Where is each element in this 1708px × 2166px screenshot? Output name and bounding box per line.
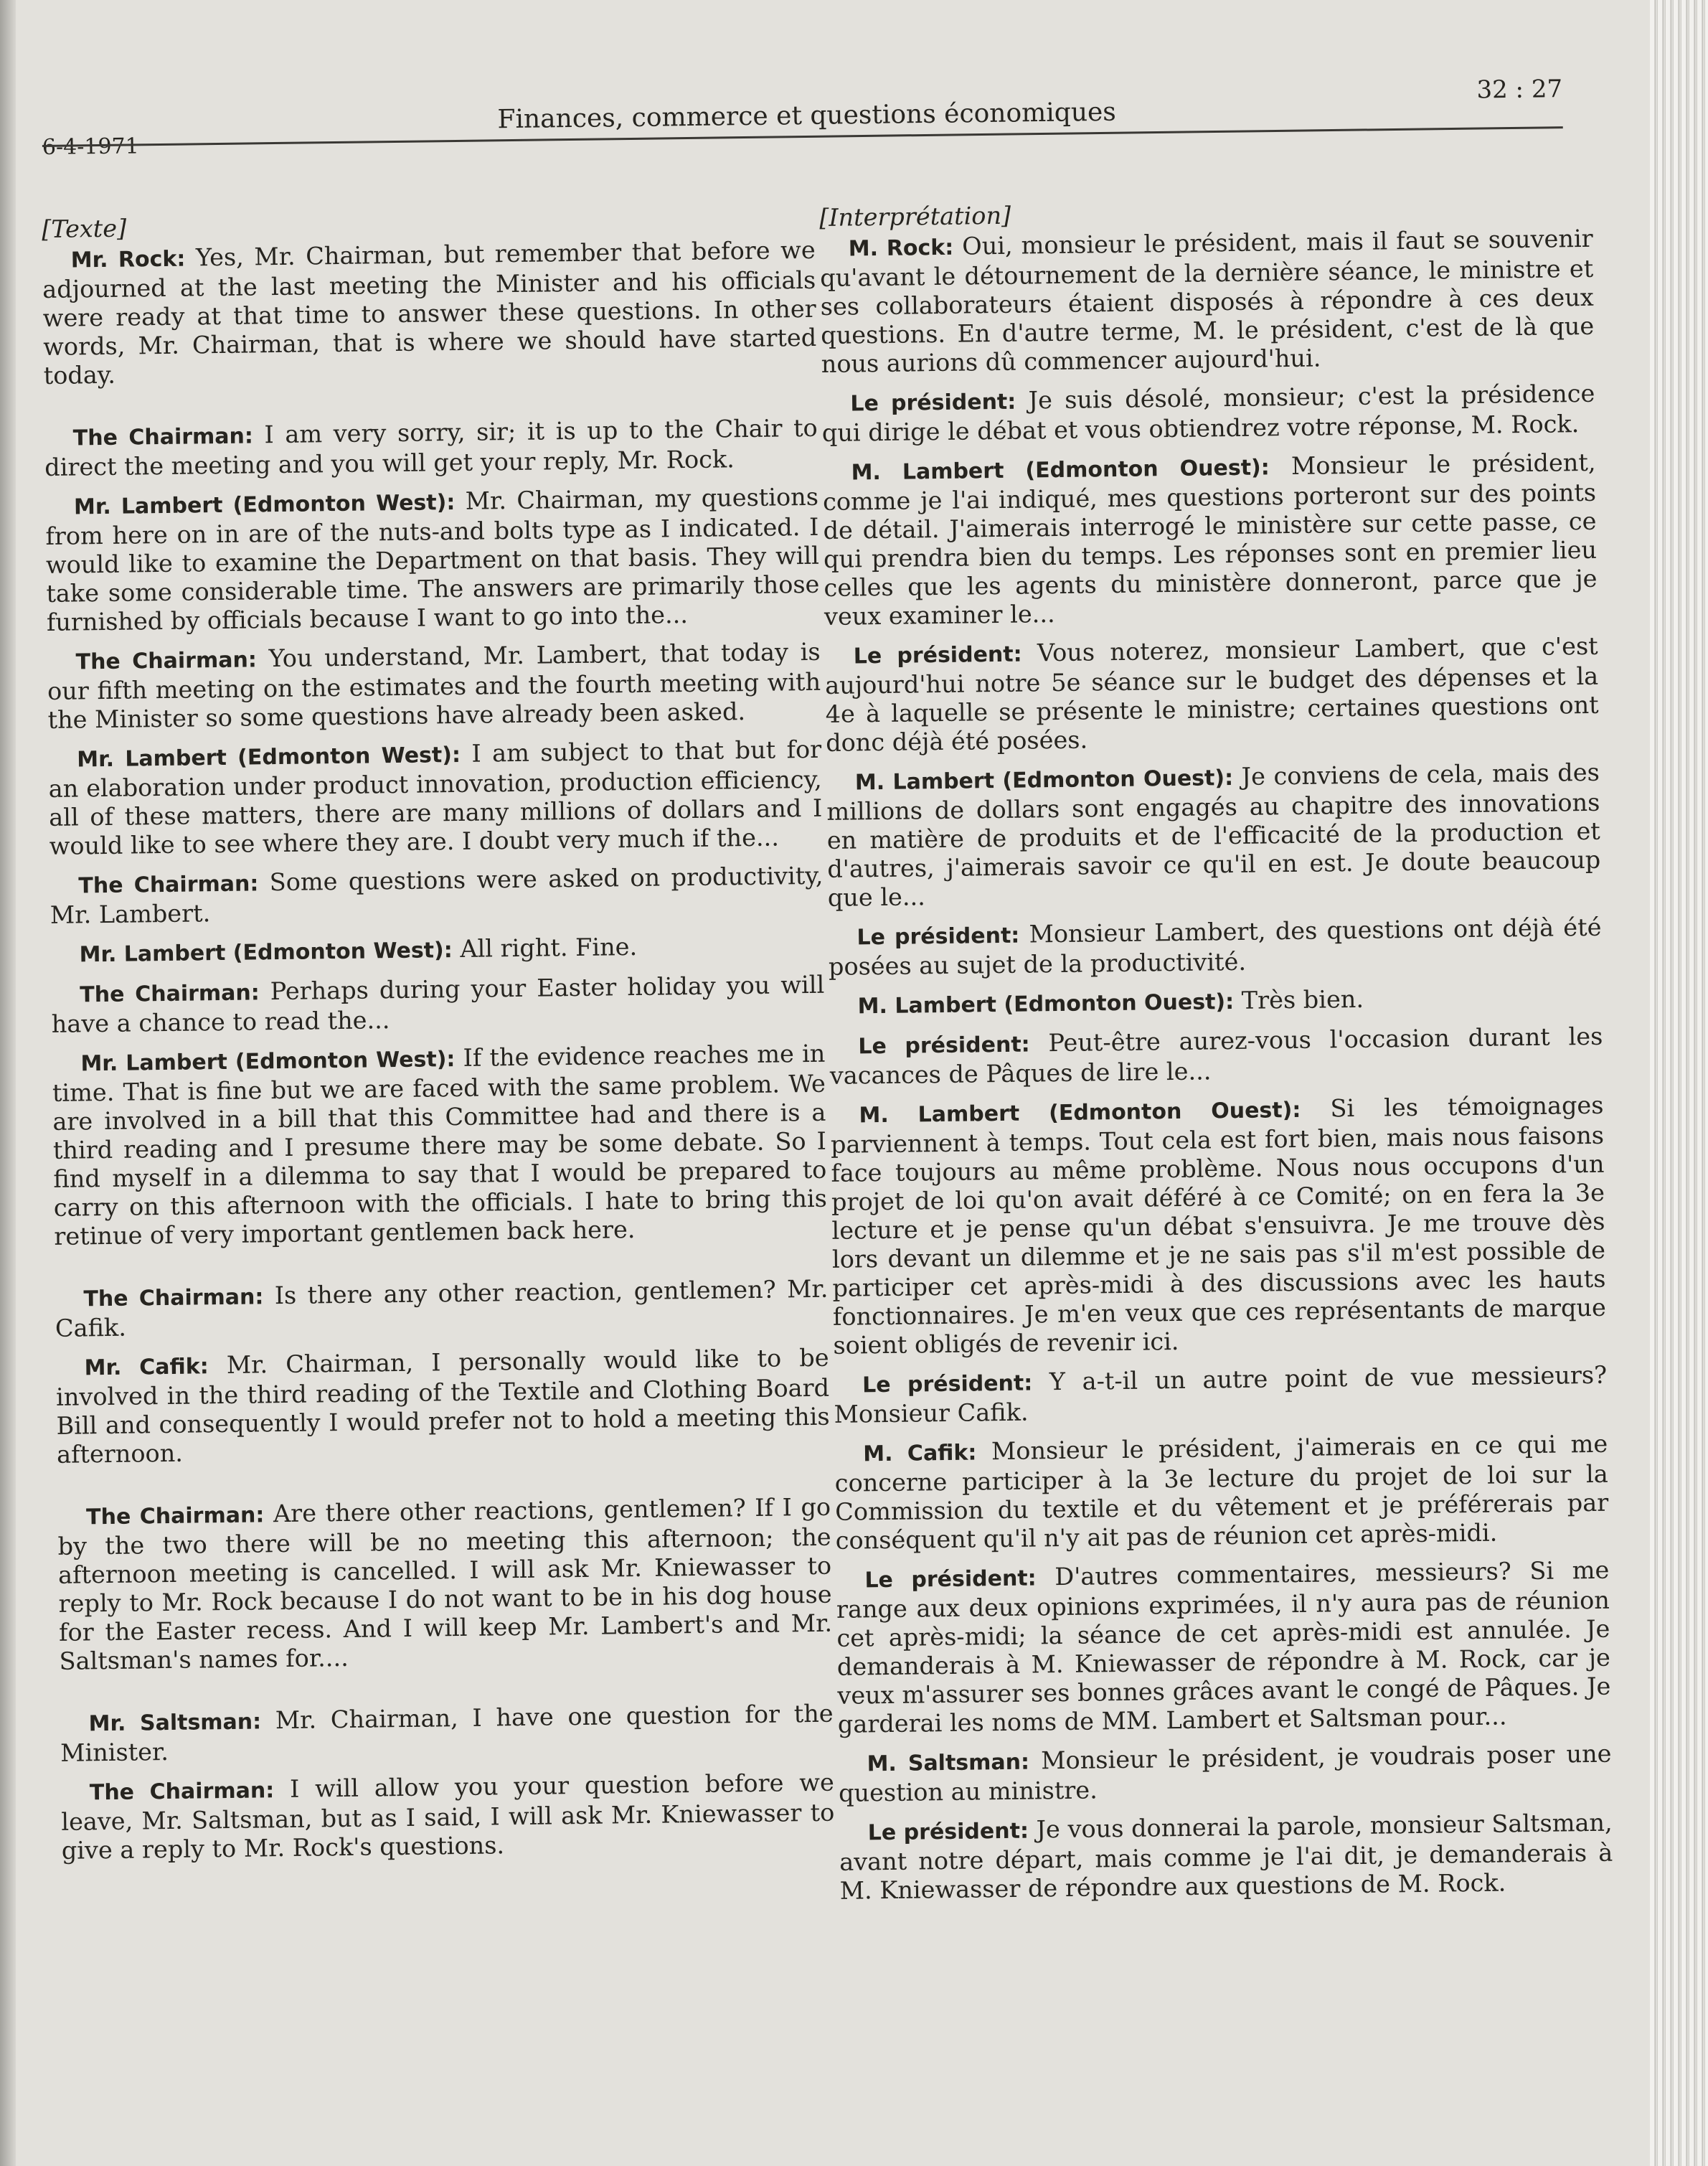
speaker-name: Mr. Saltsman: — [88, 1709, 262, 1737]
speaker-name: The Chairman: — [75, 647, 258, 675]
paragraph-text: Je conviens de cela, mais des millions de dollars sont engagés au chapitre des innovations en matière de produits et de l'efficacité de la production et d'autres, j'aimerais savoir ce qu'il en est. Je doute beaucoup que le... — [826, 758, 1601, 912]
paragraph — [52, 1040, 827, 1251]
speaker-name: The Chairman: — [85, 1502, 265, 1530]
speaker-name: Le président: — [858, 1032, 1030, 1060]
running-header — [42, 75, 1563, 158]
paragraph-text: Monsieur Lambert, des questions ont déjà été posées au sujet de la productivité. — [828, 913, 1602, 981]
speaker-name: M. Lambert (Edmonton Ouest): — [854, 766, 1234, 796]
paragraph-text: Are there other reactions, gentlemen? If I go by the two there will be no meeting this afternoon; the afternoon meeting is cancelled. I will ask Mr. Kniewasser to reply to Mr. Rock because I do not want to be in his dog house for the Easter recess. And I will keep Mr. Lambert's and Mr. Saltsman's names for.... — [57, 1492, 833, 1675]
paragraph — [42, 236, 817, 390]
paragraph — [821, 380, 1595, 448]
speaker-name: M. Lambert (Edmonton Ouest): — [851, 455, 1270, 486]
paragraph — [836, 1556, 1611, 1739]
paragraph-text: You understand, Mr. Lambert, that today is our fifth meeting on the estimates and the fourth meeting with the Minister so some questions have already been asked. — [47, 637, 821, 734]
paragraph-text: I am subject to that but for an elaboration under product innovation, production efficiency, all of these matters, there are many millions of dollars and I would like to see where they are. I doubt very much if the... — [48, 735, 823, 860]
speaker-name: M. Rock: — [848, 235, 954, 262]
speaker-name: Mr. Lambert (Edmonton West): — [73, 489, 456, 520]
paragraph — [50, 931, 824, 970]
paragraph — [826, 758, 1601, 913]
paragraph-text: Mr. Chairman, my questions from here on in are of the nuts-and bolts type as I indicated. I would like to examine the Department on that basis. They will take some considerable time. The answers are primarily those furnished by officials because I want to go into the... — [45, 482, 820, 636]
speaker-name: M. Cafik: — [863, 1440, 977, 1467]
speaker-name: The Chairman: — [89, 1778, 275, 1806]
paragraph — [834, 1430, 1609, 1555]
speaker-name: Le président: — [862, 1370, 1033, 1398]
left-column-english — [42, 206, 835, 1875]
paragraph — [55, 1275, 829, 1343]
speaker-name: M. Lambert (Edmonton Ouest): — [857, 989, 1235, 1020]
header-title: Finances, commerce et questions économiques — [497, 97, 1117, 135]
paragraph — [60, 1700, 834, 1768]
paragraph — [48, 735, 823, 861]
speaker-name: Le président: — [864, 1565, 1037, 1593]
paragraph — [839, 1809, 1613, 1906]
speaker-name: Le président: — [853, 641, 1022, 669]
speaker-name: Mr. Lambert (Edmonton West): — [77, 742, 461, 773]
paragraph-text: Je vous donnerai la parole, monsieur Saltsman, avant notre départ, mais comme je l'ai dit, je demanderais à M. Kniewasser de répondre aux questions de M. Rock. — [839, 1808, 1613, 1905]
paragraph-text: Peut-être aurez-vous l'occasion durant les vacances de Pâques de lire le... — [829, 1022, 1603, 1090]
paragraph — [61, 1769, 835, 1865]
paragraph — [45, 483, 820, 637]
paragraph — [824, 632, 1599, 758]
paragraph-text: Vous noterez, monsieur Lambert, que c'est aujourd'hui notre 5e séance sur le budget des dépenses et la 4e à laquelle se présente le ministre; certaines questions ont donc déjà été posées. — [824, 631, 1599, 757]
paragraph — [57, 1493, 833, 1676]
paragraph — [47, 638, 821, 735]
speaker-name: Mr. Lambert (Edmonton West): — [80, 1047, 456, 1077]
speaker-name: M. Lambert (Edmonton Ouest): — [859, 1097, 1301, 1129]
paragraph-text: Oui, monsieur le président, mais il faut se souvenir qu'avant le détournement de la dernière séance, le ministre et ses collaborateurs étaient disposés à répondre à ces deux questions. En d'autre terme, M. le président, c'est de là que nous aurions dû commencer aujourd'hui. — [820, 224, 1595, 378]
paragraph-text: Mr. Chairman, I have one question for the Minister. — [60, 1699, 834, 1767]
paragraph-text: I am very sorry, sir; it is up to the Chair to direct the meeting and you will get your reply, Mr. Rock. — [44, 413, 818, 481]
paragraph — [834, 1361, 1608, 1429]
paragraph — [44, 414, 818, 482]
paragraph-text: All right. Fine. — [460, 932, 638, 963]
paragraph-text: Monsieur le président, j'aimerais en ce qui me concerne participer à la 3e lecture du projet de loi sur la Commission du textile et du vêtement et je préférerais par conséquent qu'il n'y ait pas de réunion cet après-midi. — [834, 1429, 1609, 1555]
speaker-name: The Chairman: — [83, 1284, 264, 1312]
paragraph-text: Perhaps during your Easter holiday you will have a chance to read the... — [51, 970, 825, 1038]
header-date: 6-4-1971 — [42, 133, 139, 160]
section-label-interpretation: [Interprétation] — [819, 201, 1011, 232]
paragraph — [55, 1344, 830, 1469]
paragraph — [838, 1740, 1612, 1808]
header-page-number: 32 : 27 — [1476, 75, 1563, 105]
paragraph — [49, 862, 824, 930]
speaker-name: Le président: — [857, 923, 1020, 951]
paragraph-text: Monsieur le président, je voudrais poser une question au ministre. — [838, 1739, 1612, 1807]
paragraph-text: Monsieur le président, comme je l'ai indiqué, mes questions porteront sur des points de détail. J'aimerais interrogé le ministère sur cette passe, ce qui prendra bien du temps. Les réponses sont en premier lieu celles que les agents du ministère donneront, parce que je veux examiner le... — [822, 448, 1598, 631]
paragraph-text: If the evidence reaches me in time. That is fine but we are faced with the same problem. We are involved in a bill that this Committee had and there is a third reading and I presume there may be some debate. So I find myself in a dilemma to say that I would be prepared to carry on this afternoon with the officials. I hate to bring this retinue of very important gentlemen back here. — [52, 1039, 828, 1251]
paragraph — [829, 1022, 1603, 1091]
paragraph — [829, 982, 1602, 1022]
paragraph — [822, 448, 1598, 631]
paragraph-text: Si les témoignages parviennent à temps. Tout cela est fort bien, mais nous faisons face toujours au même problème. Nous nous occupons d'un projet de loi qu'on avait déféré à ce Comité; on en fera la 3e lecture et je pense qu'un débat s'ensuivra. Je me trouve dès lors devant un dilemme et je ne sais pas s'il m'est possible de participer cet après-midi à des discussions avec les hauts fonctionnaires. Je m'en veux que ces représentants de marque soient obligés de revenir ici. — [830, 1091, 1607, 1360]
section-label-texte: [Texte] — [42, 214, 127, 243]
paragraph-text: D'autres commentaires, messieurs? Si me range aux deux opinions exprimées, il n'y aura pas de réunion cet après-midi; la séance de cet après-midi est annulée. Je demanderais à M. Kniewasser de répondre à M. Rock, car je veux m'assurer ses bonnes grâces avant le congé de Pâques. Je garderai les noms de MM. Lambert et Saltsman pour... — [836, 1555, 1611, 1738]
speaker-name: Mr. Rock: — [70, 246, 186, 273]
speaker-name: The Chairman: — [80, 980, 260, 1008]
paragraph — [51, 971, 825, 1039]
paragraph-text: Y a-t-il un autre point de vue messieurs? Monsieur Cafik. — [834, 1360, 1608, 1428]
speaker-name: Mr. Lambert (Edmonton West): — [79, 938, 453, 968]
page-stack-edges — [1650, 0, 1708, 2166]
speaker-name: Le président: — [850, 389, 1016, 417]
paragraph — [820, 225, 1595, 379]
paragraph-text: Yes, Mr. Chairman, but remember that before we adjourned at the last meeting the Minister and his officials were ready at that time to answer these questions. In other words, Mr. Chairman, that is where we should have started today. — [42, 235, 817, 390]
paragraph-text: Is there any other reaction, gentlemen? Mr. Cafik. — [55, 1274, 829, 1342]
speaker-name: The Chairman: — [78, 871, 259, 899]
paragraph-text: Mr. Chairman, I personally would like to be involved in the third reading of the Textile and Clothing Board Bill and consequently I would prefer not to hold a meeting this afternoon. — [55, 1343, 830, 1469]
paragraph — [828, 913, 1602, 981]
speaker-name: Le président: — [867, 1818, 1029, 1846]
speaker-name: The Chairman: — [72, 423, 254, 451]
speaker-name: M. Saltsman: — [867, 1749, 1030, 1777]
speaker-name: Mr. Cafik: — [84, 1354, 209, 1381]
paragraph — [830, 1091, 1606, 1360]
paragraph-text: Je suis désolé, monsieur; c'est la présidence qui dirige le débat et vous obtiendrez votre réponse, M. Rock. — [821, 379, 1595, 447]
paragraph-text: Some questions were asked on productivity, Mr. Lambert. — [49, 861, 824, 929]
paragraph-text: I will allow you your question before we leave, Mr. Saltsman, but as I said, I will ask Mr. Kniewasser to give a reply to Mr. Rock's questions. — [61, 1768, 835, 1865]
right-column-french — [819, 194, 1613, 1916]
book-spine-shadow — [0, 0, 16, 2166]
paragraph-text: Très bien. — [1241, 984, 1364, 1014]
